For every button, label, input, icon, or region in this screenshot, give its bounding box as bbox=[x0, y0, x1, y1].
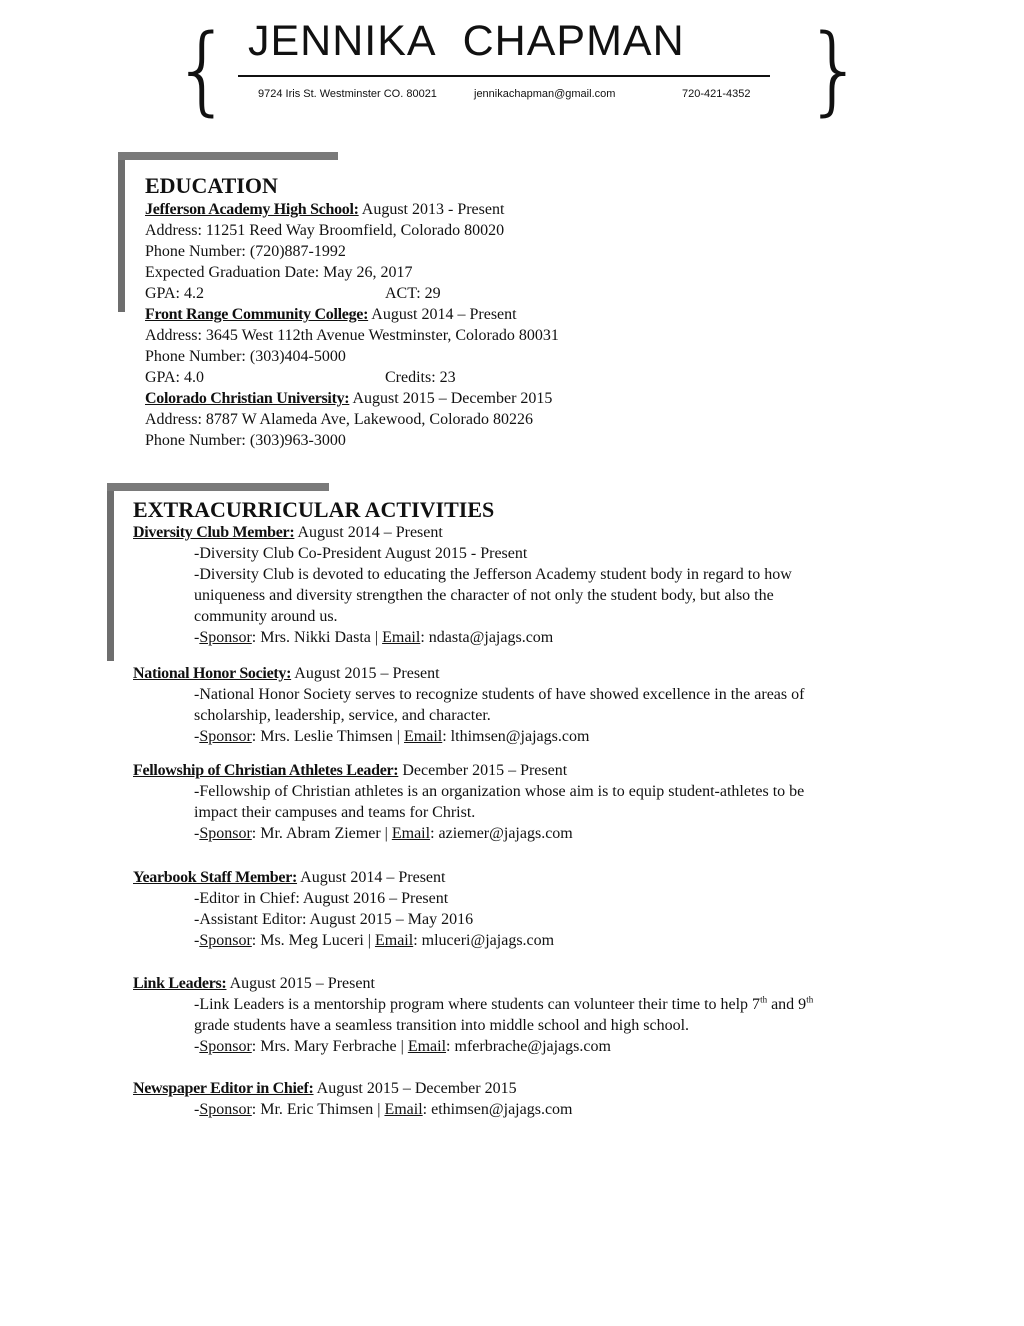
activities-accent-bar bbox=[107, 483, 114, 661]
sponsor-label: Sponsor bbox=[199, 825, 252, 842]
school-dates: August 2015 – December 2015 bbox=[349, 390, 553, 407]
school-phone: Phone Number: (303)404-5000 bbox=[145, 348, 346, 365]
activity-description: -Fellowship of Christian athletes is an organization whose aim is to equip student-athletes to be bbox=[194, 783, 805, 800]
activity-dates: August 2014 – Present bbox=[294, 524, 443, 541]
school-scores bbox=[145, 283, 865, 304]
school-address: Address: 11251 Reed Way Broomfield, Colorado 80020 bbox=[145, 222, 505, 239]
school-phone: Phone Number: (303)963-3000 bbox=[145, 432, 346, 449]
sponsor-email: : mluceri@jajags.com bbox=[413, 932, 555, 949]
activity-dates: August 2014 – Present bbox=[297, 869, 446, 886]
sponsor-name: : Mr. Abram Ziemer | bbox=[251, 825, 392, 842]
sponsor-email: : aziemer@jajags.com bbox=[430, 825, 573, 842]
activity-dates: August 2015 – Present bbox=[291, 665, 440, 682]
activity-sponsor bbox=[194, 1036, 813, 1057]
email-label: Email bbox=[391, 825, 431, 842]
email-label: Email bbox=[374, 932, 414, 949]
sponsor-dash: - bbox=[194, 1038, 200, 1055]
sponsor-name: : Mr. Eric Thimsen | bbox=[251, 1101, 385, 1118]
school-ccu-heading bbox=[145, 388, 865, 409]
activity-heading bbox=[133, 1078, 572, 1099]
school-credits: Credits: 23 bbox=[385, 369, 456, 386]
sponsor-name: : Mrs. Nikki Dasta | bbox=[251, 629, 383, 646]
candidate-name bbox=[248, 17, 685, 65]
education-accent-bar bbox=[118, 152, 125, 312]
description-text: -Link Leaders is a mentorship program where students can volunteer their time to help 7 bbox=[194, 996, 761, 1013]
activity-description: grade students have a seamless transition into middle school and high school. bbox=[194, 1017, 690, 1034]
activity-fca bbox=[133, 760, 804, 844]
contact-phone: 720-421-4352 bbox=[682, 88, 751, 100]
sponsor-label: Sponsor bbox=[199, 1038, 252, 1055]
sponsor-dash: - bbox=[194, 825, 200, 842]
activity-sponsor bbox=[194, 726, 804, 747]
activity-name: National Honor Society: bbox=[133, 665, 292, 682]
activity-description: scholarship, leadership, service, and character. bbox=[194, 707, 491, 724]
email-label: Email bbox=[384, 1101, 423, 1118]
sponsor-label: Sponsor bbox=[199, 932, 252, 949]
activity-description bbox=[194, 994, 813, 1015]
contact-email: jennikachapman@gmail.com bbox=[474, 88, 616, 100]
ordinal-suffix: th bbox=[760, 994, 768, 1005]
activity-dates: August 2015 – Present bbox=[226, 975, 375, 992]
education-section bbox=[145, 199, 865, 451]
sponsor-name: : Mrs. Mary Ferbrache | bbox=[251, 1038, 408, 1055]
activity-description: community around us. bbox=[194, 608, 338, 625]
activity-heading bbox=[133, 867, 554, 888]
sponsor-dash: - bbox=[194, 728, 200, 745]
email-label: Email bbox=[404, 728, 443, 745]
sponsor-label: Sponsor bbox=[199, 629, 252, 646]
activity-name: Newspaper Editor in Chief: bbox=[133, 1080, 314, 1097]
school-name: Front Range Community College: bbox=[145, 306, 369, 323]
activity-role: -Editor in Chief: August 2016 – Present bbox=[194, 890, 449, 907]
email-label: Email bbox=[382, 629, 421, 646]
activity-name: Yearbook Staff Member: bbox=[133, 869, 298, 886]
sponsor-email: : ethimsen@jajags.com bbox=[422, 1101, 573, 1118]
activity-description: -National Honor Society serves to recognize students of have showed excellence in the areas of bbox=[194, 686, 805, 703]
close-brace: } bbox=[804, 14, 866, 126]
first-name: JENNIKA bbox=[248, 17, 437, 65]
activity-role: -Diversity Club Co-President August 2015 - Present bbox=[194, 545, 528, 562]
sponsor-name: : Ms. Meg Luceri | bbox=[251, 932, 375, 949]
sponsor-label: Sponsor bbox=[199, 728, 252, 745]
description-text: and 9 bbox=[767, 996, 807, 1013]
activity-yearbook bbox=[133, 867, 554, 951]
activity-sponsor bbox=[194, 930, 554, 951]
education-accent-rule bbox=[118, 152, 338, 160]
sponsor-dash: - bbox=[194, 629, 200, 646]
sponsor-dash: - bbox=[194, 1101, 200, 1118]
school-name: Jefferson Academy High School: bbox=[145, 201, 359, 218]
activity-newspaper bbox=[133, 1078, 572, 1120]
activity-name: Diversity Club Member: bbox=[133, 524, 295, 541]
activity-heading bbox=[133, 973, 813, 994]
activity-heading bbox=[133, 522, 792, 543]
activity-role: -Assistant Editor: August 2015 – May 2016 bbox=[194, 911, 474, 928]
contact-address: 9724 Iris St. Westminster CO. 80021 bbox=[258, 88, 437, 100]
activity-sponsor bbox=[194, 627, 792, 648]
sponsor-name: : Mrs. Leslie Thimsen | bbox=[251, 728, 405, 745]
activities-title: EXTRACURRICULAR ACTIVITIES bbox=[133, 497, 495, 522]
sponsor-dash: - bbox=[194, 932, 200, 949]
school-dates: August 2013 - Present bbox=[358, 201, 505, 218]
activity-heading bbox=[133, 663, 804, 684]
school-jefferson-heading bbox=[145, 199, 865, 220]
activities-accent-rule bbox=[107, 483, 329, 491]
activity-link-leaders bbox=[133, 973, 813, 1057]
activity-heading bbox=[133, 760, 804, 781]
activity-dates: December 2015 – Present bbox=[398, 762, 568, 779]
ordinal-suffix: th bbox=[806, 994, 814, 1005]
activity-sponsor bbox=[194, 1099, 572, 1120]
activity-name: Link Leaders: bbox=[133, 975, 227, 992]
sponsor-email: : ndasta@jajags.com bbox=[420, 629, 554, 646]
name-rule bbox=[238, 75, 770, 77]
activity-dates: August 2015 – December 2015 bbox=[313, 1080, 517, 1097]
school-address: Address: 3645 West 112th Avenue Westminster, Colorado 80031 bbox=[145, 327, 559, 344]
activity-description: -Diversity Club is devoted to educating the Jefferson Academy student body in regard to how bbox=[194, 566, 792, 583]
school-frcc-heading bbox=[145, 304, 865, 325]
school-name: Colorado Christian University: bbox=[145, 390, 350, 407]
sponsor-email: : lthimsen@jajags.com bbox=[442, 728, 590, 745]
sponsor-email: : mferbrache@jajags.com bbox=[446, 1038, 611, 1055]
school-scores bbox=[145, 367, 865, 388]
sponsor-label: Sponsor bbox=[199, 1101, 252, 1118]
activity-name: Fellowship of Christian Athletes Leader: bbox=[133, 762, 399, 779]
school-act: ACT: 29 bbox=[385, 285, 441, 302]
last-name: CHAPMAN bbox=[462, 17, 685, 65]
activity-description: uniqueness and diversity strengthen the character of not only the student body, but also the bbox=[194, 587, 774, 604]
activity-description: impact their campuses and teams for Christ. bbox=[194, 804, 476, 821]
activity-sponsor bbox=[194, 823, 804, 844]
education-title: EDUCATION bbox=[145, 173, 278, 198]
school-gpa: GPA: 4.0 bbox=[145, 369, 204, 386]
school-phone: Phone Number: (720)887-1992 bbox=[145, 243, 346, 260]
school-graduation: Expected Graduation Date: May 26, 2017 bbox=[145, 264, 413, 281]
activity-national-honor-society bbox=[133, 663, 804, 747]
email-label: Email bbox=[407, 1038, 447, 1055]
school-address: Address: 8787 W Alameda Ave, Lakewood, Colorado 80226 bbox=[145, 411, 533, 428]
open-brace: { bbox=[172, 14, 234, 126]
activity-diversity-club bbox=[133, 522, 792, 648]
school-gpa: GPA: 4.2 bbox=[145, 285, 204, 302]
school-dates: August 2014 – Present bbox=[368, 306, 517, 323]
